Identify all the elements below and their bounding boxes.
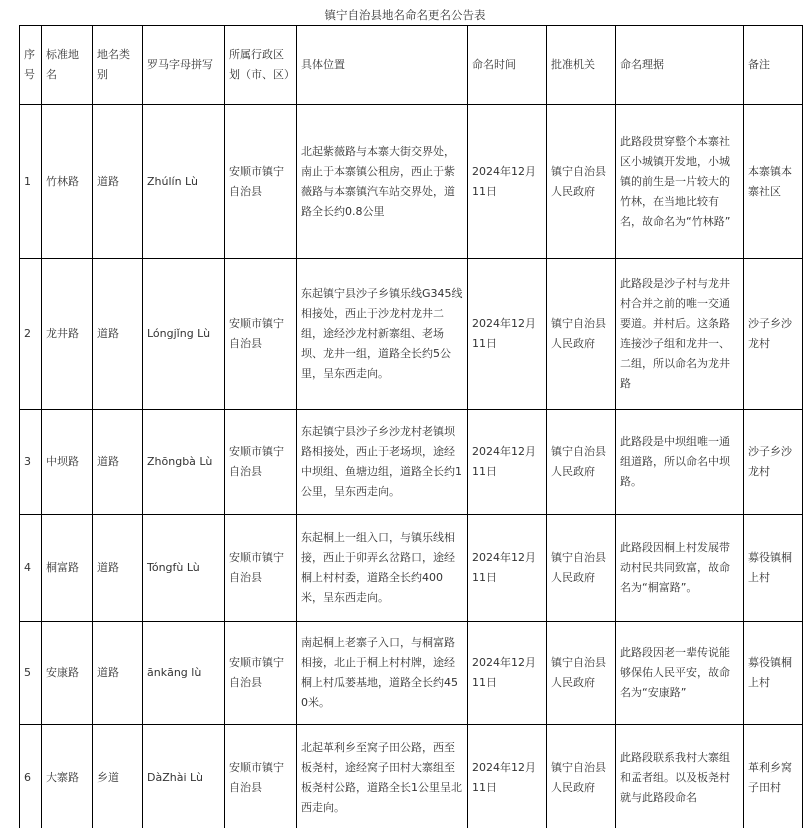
cell-number: 4 <box>20 515 42 622</box>
header-cell-remark: 备注 <box>744 26 803 105</box>
document-title: 镇宁自治县地名命名更名公告表 <box>324 8 486 22</box>
header-cell-number: 序号 <box>20 26 42 105</box>
cell-authority: 镇宁自治县人民政府 <box>547 515 616 622</box>
cell-standard-name: 龙井路 <box>42 259 93 410</box>
cell-roman-spelling: DàZhài Lù <box>143 725 225 828</box>
cell-number: 6 <box>20 725 42 828</box>
header-cell-roman-spelling: 罗马字母拼写 <box>143 26 225 105</box>
cell-date: 2024年12月11日 <box>468 622 547 725</box>
cell-division: 安顺市镇宁自治县 <box>225 622 297 725</box>
cell-remark: 募役镇桐上村 <box>744 515 803 622</box>
cell-roman-spelling: ānkāng lù <box>143 622 225 725</box>
cell-division: 安顺市镇宁自治县 <box>225 105 297 259</box>
cell-rationale: 此路段是中坝组唯一通组道路，所以命名中坝路。 <box>616 410 744 515</box>
cell-remark: 本寨镇本寨社区 <box>744 105 803 259</box>
cell-location: 南起桐上老寨子入口，与桐富路相接，北止于桐上村村牌，途经桐上村瓜蒌基地，道路全长约450米。 <box>297 622 468 725</box>
cell-location: 东起镇宁县沙子乡沙龙村老镇坝路相接处，西止于老场坝，途经中坝组、鱼塘边组，道路全长约1公里，呈东西走向。 <box>297 410 468 515</box>
cell-date: 2024年12月11日 <box>468 259 547 410</box>
cell-category: 乡道 <box>93 725 143 828</box>
cell-date: 2024年12月11日 <box>468 725 547 828</box>
header-cell-location: 具体位置 <box>297 26 468 105</box>
cell-location: 北起紫薇路与本寨大街交界处，南止于本寨镇公租房，西止于紫薇路与本寨镇汽车站交界处，道路全长约0.8公里 <box>297 105 468 259</box>
table-header-row <box>20 26 803 105</box>
cell-division: 安顺市镇宁自治县 <box>225 515 297 622</box>
header-cell-rationale: 命名理据 <box>616 26 744 105</box>
cell-date: 2024年12月11日 <box>468 515 547 622</box>
cell-authority: 镇宁自治县人民政府 <box>547 410 616 515</box>
cell-category: 道路 <box>93 259 143 410</box>
table-row <box>20 410 803 515</box>
header-cell-date: 命名时间 <box>468 26 547 105</box>
header-cell-division: 所属行政区划（市、区） <box>225 26 297 105</box>
cell-location: 东起桐上一组入口，与镇乐线相接，西止于卯弄幺岔路口，途经桐上村村委，道路全长约400米，呈东西走向。 <box>297 515 468 622</box>
cell-roman-spelling: Tóngfù Lù <box>143 515 225 622</box>
cell-date: 2024年12月11日 <box>468 410 547 515</box>
cell-authority: 镇宁自治县人民政府 <box>547 259 616 410</box>
cell-standard-name: 竹林路 <box>42 105 93 259</box>
table-row <box>20 725 803 828</box>
cell-standard-name: 安康路 <box>42 622 93 725</box>
cell-division: 安顺市镇宁自治县 <box>225 259 297 410</box>
cell-location: 东起镇宁县沙子乡镇乐线G345线相接处，西止于沙龙村龙井二组，途经沙龙村新寨组、老场坝、龙井一组，道路全长约5公里，呈东西走向。 <box>297 259 468 410</box>
cell-rationale: 此路段是沙子村与龙井村合并之前的唯一交通要道。并村后。这条路连接沙子组和龙井一、二组，所以命名为龙井路 <box>616 259 744 410</box>
cell-remark: 沙子乡沙龙村 <box>744 259 803 410</box>
cell-category: 道路 <box>93 515 143 622</box>
header-cell-category: 地名类别 <box>93 26 143 105</box>
cell-number: 5 <box>20 622 42 725</box>
cell-authority: 镇宁自治县人民政府 <box>547 725 616 828</box>
cell-standard-name: 大寨路 <box>42 725 93 828</box>
cell-remark: 沙子乡沙龙村 <box>744 410 803 515</box>
cell-number: 3 <box>20 410 42 515</box>
cell-roman-spelling: Lóngjǐng Lù <box>143 259 225 410</box>
cell-remark: 募役镇桐上村 <box>744 622 803 725</box>
cell-authority: 镇宁自治县人民政府 <box>547 622 616 725</box>
cell-rationale: 此路段联系我村大寨组和孟者组。以及板尧村就与此路段命名 <box>616 725 744 828</box>
cell-number: 1 <box>20 105 42 259</box>
table-row <box>20 259 803 410</box>
cell-location: 北起革利乡至窝子田公路，西至板尧村，途经窝子田村大寨组至板尧村公路，道路全长1公里呈北西走向。 <box>297 725 468 828</box>
cell-division: 安顺市镇宁自治县 <box>225 725 297 828</box>
header-cell-authority: 批准机关 <box>547 26 616 105</box>
cell-remark: 革利乡窝子田村 <box>744 725 803 828</box>
cell-number: 2 <box>20 259 42 410</box>
table-row <box>20 622 803 725</box>
cell-standard-name: 桐富路 <box>42 515 93 622</box>
cell-authority: 镇宁自治县人民政府 <box>547 105 616 259</box>
header-cell-standard-name: 标准地名 <box>42 26 93 105</box>
cell-category: 道路 <box>93 410 143 515</box>
table-row <box>20 515 803 622</box>
place-name-table <box>19 25 803 828</box>
cell-division: 安顺市镇宁自治县 <box>225 410 297 515</box>
cell-standard-name: 中坝路 <box>42 410 93 515</box>
cell-rationale: 此路段因桐上村发展带动村民共同致富，故命名为“桐富路”。 <box>616 515 744 622</box>
cell-category: 道路 <box>93 622 143 725</box>
cell-rationale: 此路段因老一辈传说能够保佑人民平安，故命名为“安康路” <box>616 622 744 725</box>
cell-rationale: 此路段贯穿整个本寨社区小城镇开发地，小城镇的前生是一片较大的竹林，在当地比较有名，故命名为“竹林路” <box>616 105 744 259</box>
cell-roman-spelling: Zhōngbà Lù <box>143 410 225 515</box>
cell-category: 道路 <box>93 105 143 259</box>
cell-date: 2024年12月11日 <box>468 105 547 259</box>
cell-roman-spelling: Zhúlín Lù <box>143 105 225 259</box>
table-row <box>20 105 803 259</box>
